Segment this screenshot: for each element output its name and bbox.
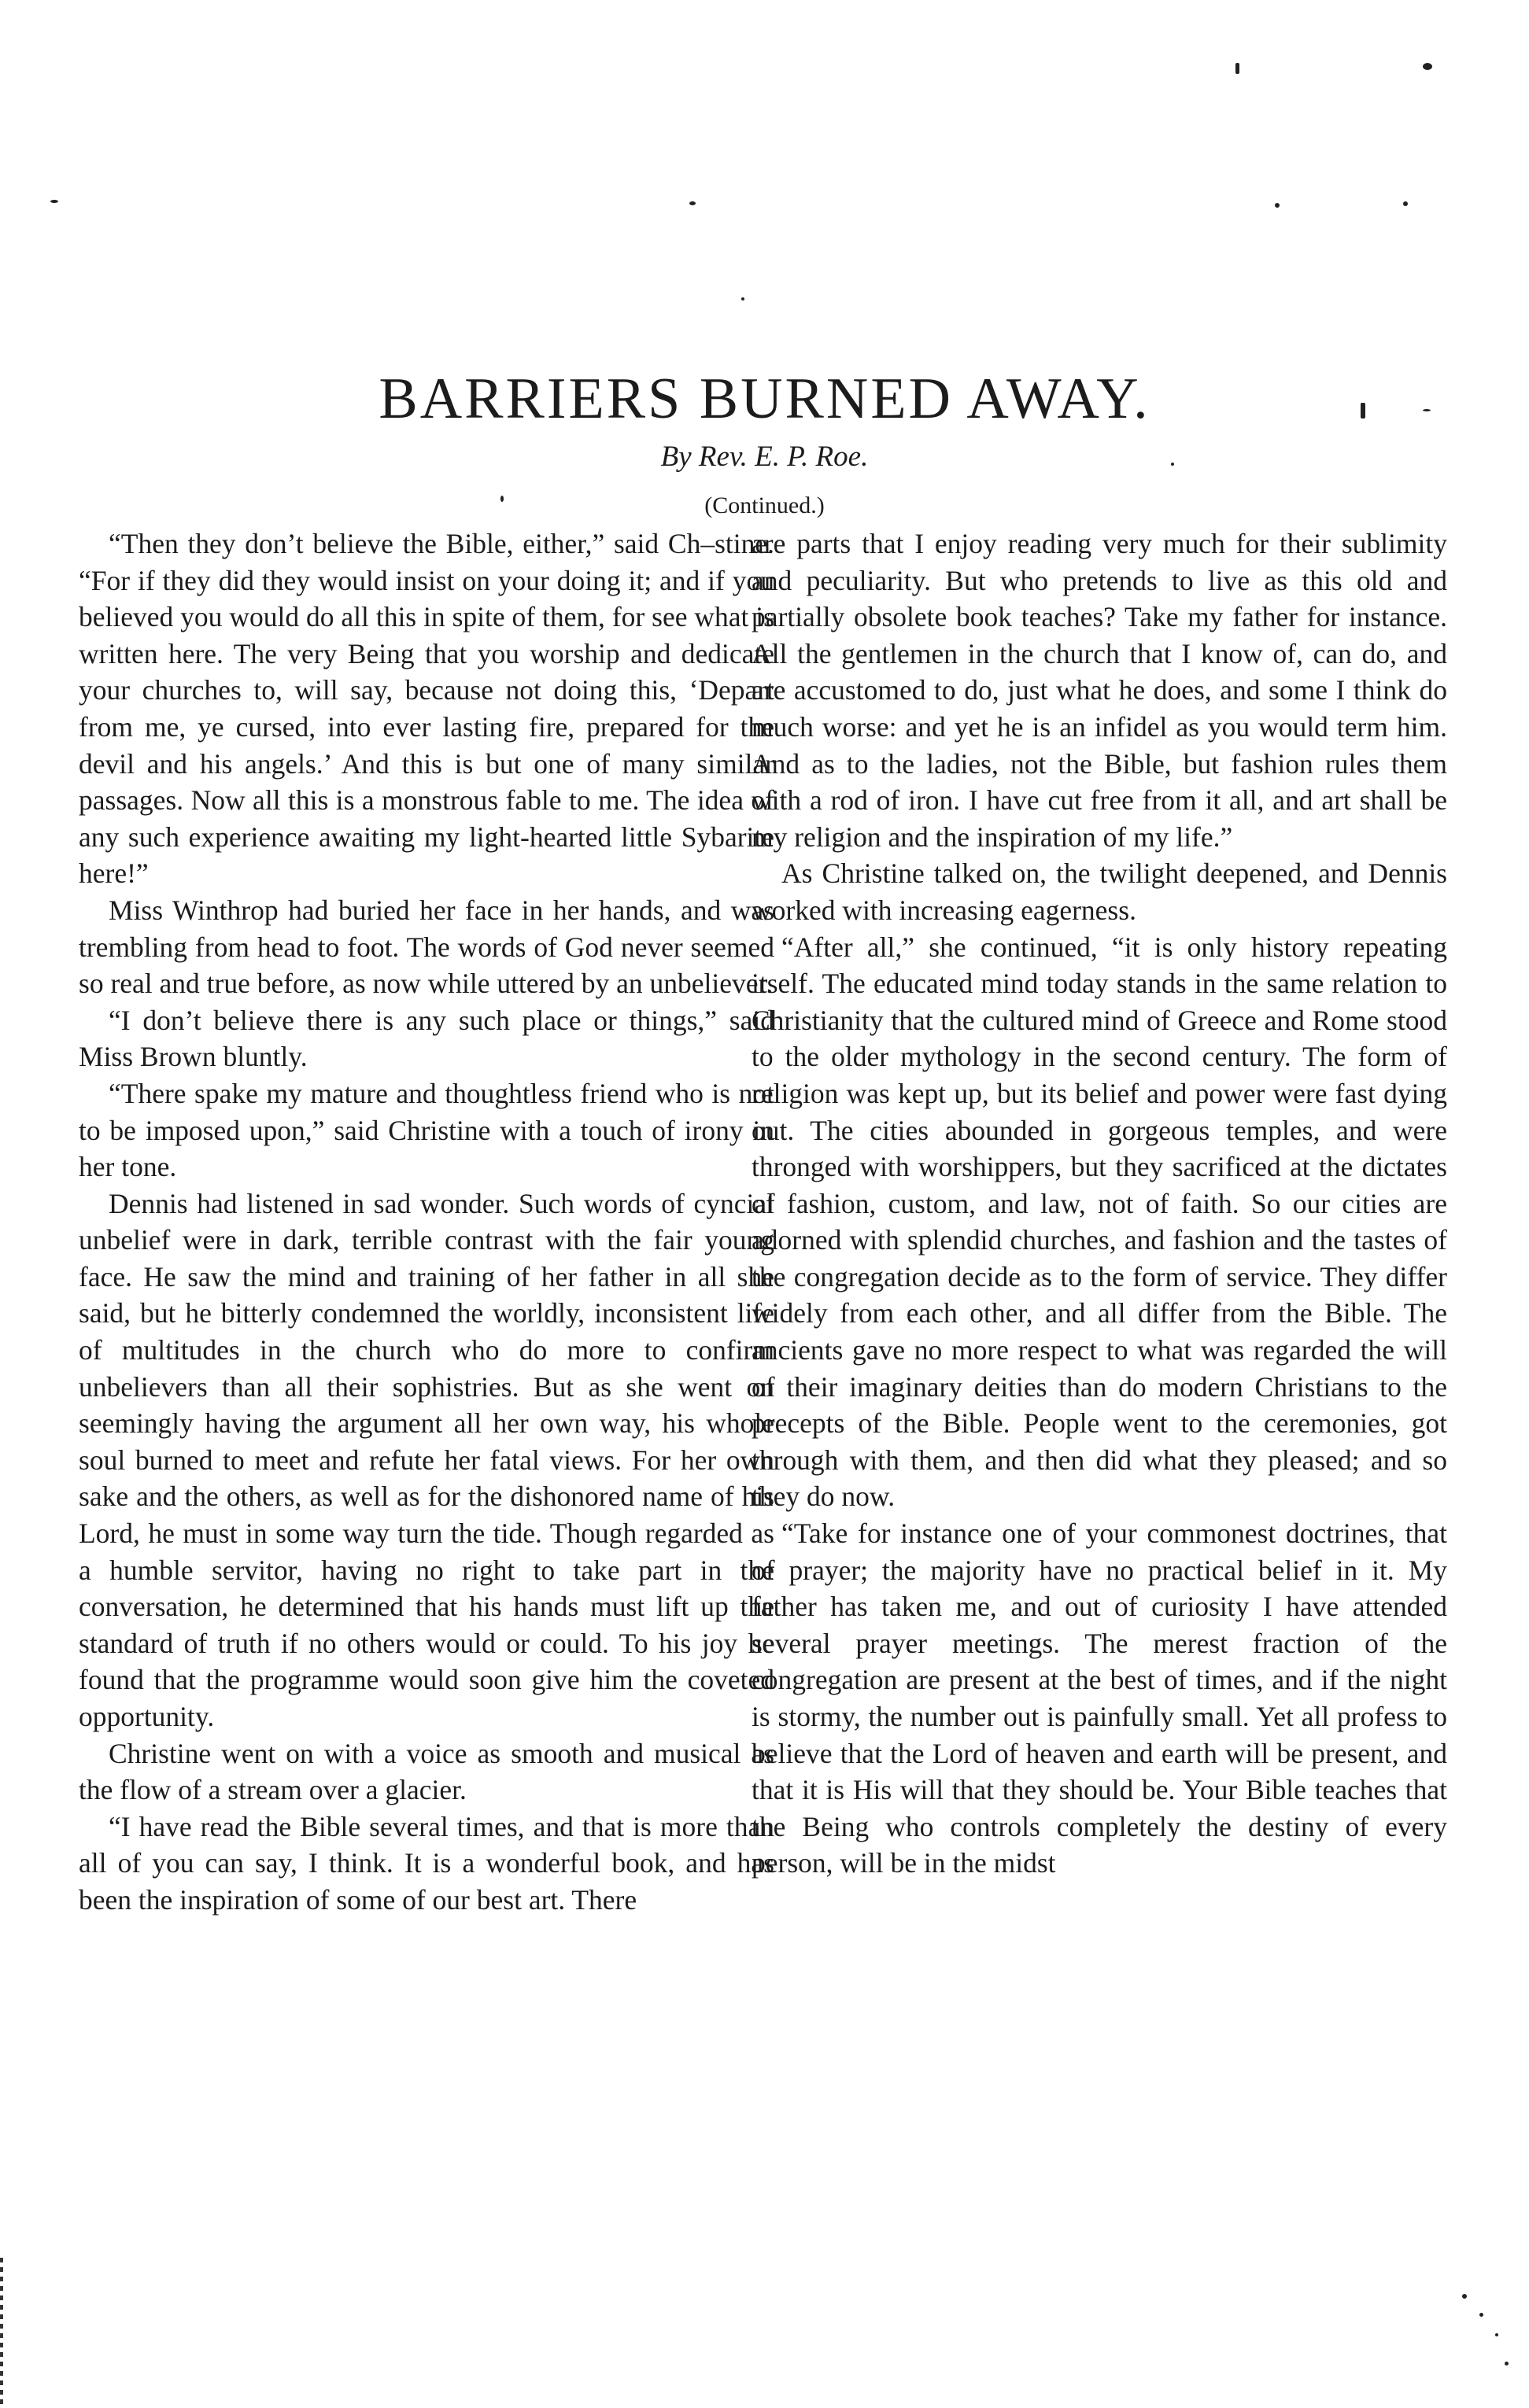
article-title: BARRIERS BURNED AWAY.	[379, 367, 1150, 431]
continued-note: (Continued.)	[704, 492, 825, 518]
paragraph-continued: are parts that I enjoy reading very much for their sublimity and peculiarity. But who pretends to live as this old and partially obsolete book teaches? Take my father for instance. All the gentlemen in the church that I know of, can do, and are accustomed to do, just what he does, and some I think do much worse: and yet he is an infidel as you would term him. And as to the ladies, not the Bible, but fashion rules them with a rod of iron. I have cut free from it all, and art shall be my religion and the inspiration of my life.”	[752, 528, 1447, 853]
paragraph: “I don’t believe there is any such place or things,” said Miss Brown bluntly.	[79, 1004, 774, 1073]
paragraph: “There spake my mature and thoughtless friend who is not to be imposed upon,” said Christine with a touch of irony in her tone.	[79, 1077, 774, 1183]
scan-speck	[1423, 63, 1432, 70]
paragraph: Miss Winthrop had buried her face in her hands, and was trembling from head to foot. The words of God never seemed so real and true before, as now while uttered by an unbeliever.	[79, 894, 774, 1000]
scan-speck	[1275, 203, 1280, 208]
scan-speck	[1495, 2333, 1498, 2336]
scan-speck	[50, 200, 58, 203]
scan-speck	[741, 297, 744, 301]
right-column	[752, 525, 1447, 1882]
scan-speck	[1403, 201, 1408, 206]
paragraph: Christine went on with a voice as smooth and musical as the flow of a stream over a glacier.	[79, 1737, 774, 1806]
paragraph: “Then they don’t believe the Bible, either,” said Ch–stine. “For if they did they would insist on your doing it; and if you believed you would do all this in spite of them, for see what is written here. The very Being that you worship and dedicate your churches to, will say, because not doing this, ‘Depart from me, ye cursed, into ever lasting fire, prepared for the devil and his angels.’ And this is but one of many similar passages. Now all this is a monstrous fable to me. The idea of any such experience awaiting my light-hearted little Sybarite here!”	[79, 528, 774, 890]
paragraph: “I have read the Bible several times, and that is more than all of you can say, I think. It is a wonderful book, and has been the inspiration of some of our best art. There	[79, 1810, 774, 1916]
scan-speck	[689, 201, 696, 205]
article-byline: By Rev. E. P. Roe.	[660, 441, 869, 473]
scan-speck	[1479, 2313, 1483, 2317]
paragraph: “After all,” she continued, “it is only history repeating itself. The educated mind today stands in the same relation to Christianity that the cultured mind of Greece and Rome stood to the older mythology in the second century. The form of religion was kept up, but its belief and power were fast dying out. The cities abounded in gorgeous temples, and were thronged with worshippers, but they sacrificed at the dictates of fashion, custom, and law, not of faith. So our cities are adorned with splendid churches, and fashion and the tastes of the congregation decide as to the form of service. They differ widely from each other, and all differ from the Bible. The ancients gave no more respect to what was regarded the will of their imaginary deities than do modern Christians to the precepts of the Bible. People went to the ceremonies, got through with them, and then did what they pleased; and so they do now.	[752, 931, 1447, 1513]
paragraph: As Christine talked on, the twilight deepened, and Dennis worked with increasing eagerness.	[752, 857, 1447, 926]
scan-speck	[1505, 2362, 1509, 2366]
left-column	[79, 525, 774, 1919]
scan-edge-mark	[0, 2258, 3, 2407]
paragraph: “Take for instance one of your commonest doctrines, that of prayer; the majority have no practical belief in it. My father has taken me, and out of curiosity I have attended several prayer meetings. The merest fraction of the congregation are present at the best of times, and if the night is stormy, the number out is painfully small. Yet all profess to believe that the Lord of heaven and earth will be present, and that it is His will that they should be. Your Bible teaches that the Being who controls completely the destiny of every person, will be in the midst	[752, 1517, 1447, 1879]
scan-speck	[1462, 2294, 1467, 2299]
scan-speck	[1235, 63, 1239, 74]
paragraph: Dennis had listened in sad wonder. Such words of cyncial unbelief were in dark, terrible contrast with the fair young face. He saw the mind and training of her father in all she said, but he bitterly condemned the worldly, inconsistent life of multitudes in the church who do more to confirm unbelievers than all their sophistries. But as she went on seemingly having the argument all her own way, his whole soul burned to meet and refute her fatal views. For her own sake and the others, as well as for the dishonored name of his Lord, he must in some way turn the tide. Though regarded as a humble servitor, having no right to take part in the conversation, he determined that his hands must lift up the standard of truth if no others would or could. To his joy he found that the programme would soon give him the coveted opportunity.	[79, 1187, 774, 1732]
